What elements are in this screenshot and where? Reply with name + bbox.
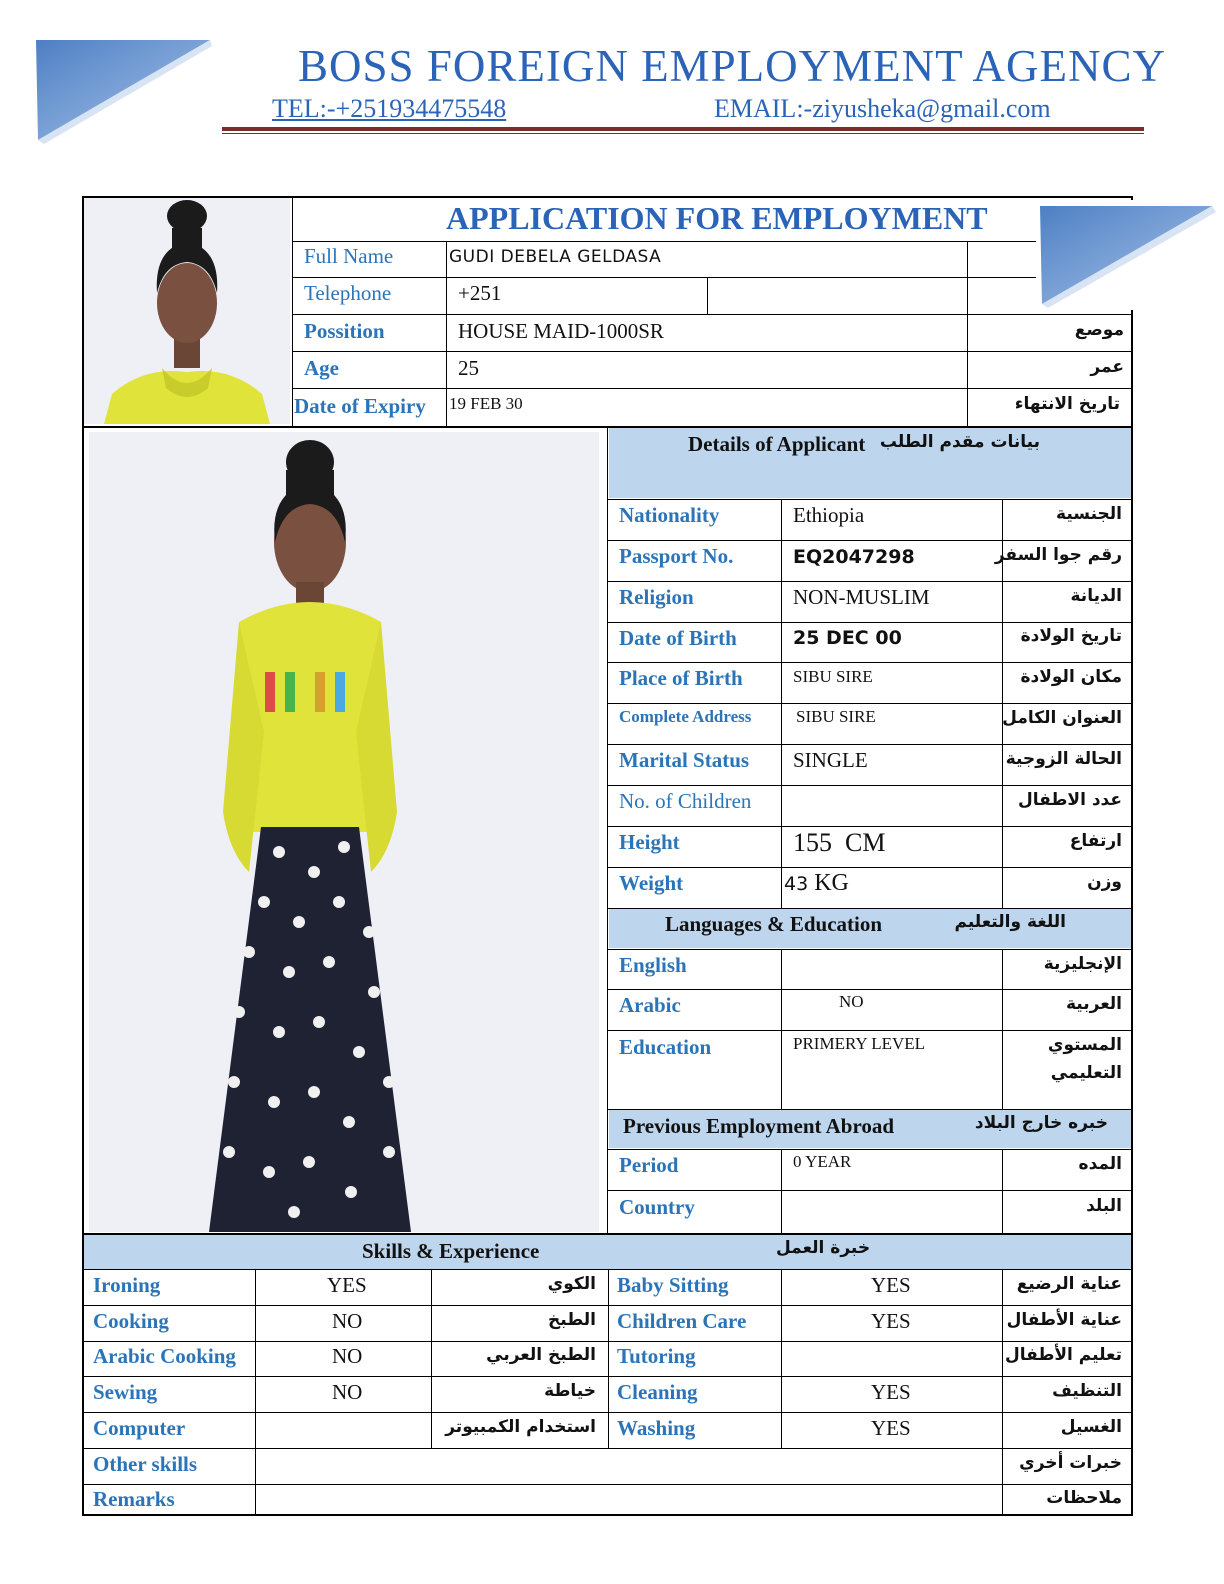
logo-triangle-right <box>1036 200 1224 310</box>
details-header: Details of Applicant <box>688 432 866 456</box>
divider <box>608 622 1132 623</box>
age-arabic: عمر <box>1090 357 1124 377</box>
divider <box>1002 1149 1003 1233</box>
position-label: Possition <box>304 319 385 343</box>
divider <box>82 1484 1133 1485</box>
skill-cleaning-label: Cleaning <box>617 1380 698 1404</box>
divider <box>781 949 782 1109</box>
divider <box>608 581 1132 582</box>
arabic-language-arabic: العربية <box>1065 994 1122 1014</box>
english-label: English <box>619 953 687 977</box>
place-of-birth-arabic: مكان الولادة <box>1020 667 1122 687</box>
children-arabic: عدد الاطفال <box>1018 790 1122 810</box>
religion-value: NON-MUSLIM <box>793 585 930 609</box>
divider <box>608 949 1132 950</box>
divider <box>781 1149 782 1233</box>
complete-address-arabic: العنوان الكامل <box>1002 708 1122 728</box>
agency-name: BOSS FOREIGN EMPLOYMENT AGENCY <box>298 41 1167 91</box>
header-rule <box>222 127 1144 131</box>
position-value: HOUSE MAID-1000SR <box>458 319 664 343</box>
skill-tutoring-arabic: تعليم الأطفال <box>1005 1345 1122 1365</box>
skill-sewing-arabic: خياطة <box>544 1381 596 1401</box>
divider <box>781 1269 782 1448</box>
divider <box>608 744 1132 745</box>
divider <box>608 1269 609 1448</box>
applicant-full-body-photo <box>89 432 599 1232</box>
telephone-label: Telephone <box>304 281 392 305</box>
height-value: 155 CM <box>793 828 886 857</box>
skill-cleaning-value: YES <box>871 1380 911 1404</box>
skill-baby-sitting-value: YES <box>871 1273 911 1297</box>
complete-address-label: Complete Address <box>619 707 752 726</box>
skill-sewing-label: Sewing <box>93 1380 158 1404</box>
divider <box>292 241 1132 242</box>
period-label: Period <box>619 1153 679 1177</box>
religion-label: Religion <box>619 585 694 609</box>
passport-label: Passport No. <box>619 544 734 568</box>
education-label: Education <box>619 1035 712 1059</box>
place-of-birth-value: SIBU SIRE <box>793 667 873 686</box>
country-arabic: البلد <box>1086 1196 1122 1216</box>
remarks-label: Remarks <box>93 1487 175 1511</box>
form-title: APPLICATION FOR EMPLOYMENT <box>446 200 988 236</box>
date-of-birth-label: Date of Birth <box>619 626 737 650</box>
divider <box>82 1514 1133 1516</box>
height-label: Height <box>619 830 680 854</box>
age-label: Age <box>304 356 339 380</box>
details-header-arabic: بيانات مقدم الطلب <box>879 432 1040 452</box>
divider <box>608 989 1132 990</box>
date-of-birth-arabic: تاريخ الولادة <box>1020 626 1122 646</box>
date-of-expiry-arabic: تاريخ الانتهاء <box>1014 394 1120 414</box>
divider <box>781 499 782 908</box>
agency-telephone-link[interactable]: TEL:-+251934475548 <box>272 94 507 123</box>
other-skills-label: Other skills <box>93 1452 198 1476</box>
skill-washing-label: Washing <box>617 1416 696 1440</box>
position-arabic: موصع <box>1074 320 1124 340</box>
marital-status-value: SINGLE <box>793 748 868 772</box>
date-of-expiry-label: Date of Expiry <box>294 394 426 418</box>
divider <box>608 785 1132 786</box>
age-value: 25 <box>458 356 479 380</box>
divider <box>292 388 1132 389</box>
weight-arabic: وزن <box>1087 872 1122 892</box>
children-label: No. of Children <box>619 789 752 813</box>
skill-ironing-label: Ironing <box>93 1273 161 1297</box>
complete-address-value: SIBU SIRE <box>796 707 876 726</box>
divider <box>608 1030 1132 1031</box>
full-name-label: Full Name <box>304 244 394 268</box>
divider <box>82 1448 1133 1449</box>
agency-email: EMAIL:-ziyusheka@gmail.com <box>714 94 1051 123</box>
divider <box>431 1269 432 1448</box>
divider <box>1002 1269 1003 1515</box>
weight-number: 43 <box>784 873 809 895</box>
divider <box>292 196 293 428</box>
skill-sewing-value: NO <box>332 1380 363 1404</box>
skill-children-care-value: YES <box>871 1309 911 1333</box>
marital-status-arabic: الحالة الزوجية <box>1005 749 1122 769</box>
weight-unit: KG <box>808 870 849 896</box>
education-value: PRIMERY LEVEL <box>793 1034 926 1053</box>
divider <box>607 427 608 1235</box>
divider <box>608 1190 1132 1191</box>
skill-arabic-cooking-arabic: الطبخ العربي <box>486 1345 596 1365</box>
telephone-value: +251 <box>458 281 502 305</box>
divider <box>608 662 1132 663</box>
divider <box>292 351 1132 352</box>
skill-ironing-arabic: الكوي <box>547 1274 596 1294</box>
date-of-birth-value: 25 DEC 00 <box>793 627 902 649</box>
height-arabic: ارتفاع <box>1069 831 1122 851</box>
weight-label: Weight <box>619 871 684 895</box>
skill-cooking-label: Cooking <box>93 1309 169 1333</box>
skill-children-care-label: Children Care <box>617 1309 747 1333</box>
skill-cleaning-arabic: التنظيف <box>1052 1381 1122 1401</box>
divider <box>608 867 1132 868</box>
weight-value <box>784 870 849 897</box>
education-arabic-line1: المستوي <box>1047 1035 1122 1055</box>
divider <box>446 241 447 427</box>
skill-ironing-value: YES <box>327 1273 367 1297</box>
religion-arabic: الديانة <box>1070 586 1122 606</box>
marital-status-label: Marital Status <box>619 748 750 772</box>
other-skills-arabic: خبرات أخري <box>1019 1453 1122 1473</box>
arabic-language-label: Arabic <box>619 993 681 1017</box>
divider <box>1002 949 1003 1109</box>
header-rule-thin <box>222 133 1144 134</box>
skill-baby-sitting-arabic: عناية الرضيع <box>1016 1274 1122 1294</box>
divider <box>292 314 1132 315</box>
languages-header: Languages & Education <box>665 912 883 936</box>
divider <box>292 277 1132 278</box>
period-value: 0 YEAR <box>793 1152 852 1171</box>
skill-children-care-arabic: عناية الأطفال <box>1006 1310 1122 1330</box>
logo-triangle-left <box>30 36 215 146</box>
divider <box>255 1269 256 1515</box>
skill-baby-sitting-label: Baby Sitting <box>617 1273 729 1297</box>
skills-header-arabic: خبرة العمل <box>776 1238 871 1258</box>
previous-employment-header-arabic: خبره خارج البلاد <box>974 1113 1108 1133</box>
applicant-headshot-photo <box>84 198 290 424</box>
skill-computer-label: Computer <box>93 1416 186 1440</box>
divider <box>608 499 1132 500</box>
skill-washing-value: YES <box>871 1416 911 1440</box>
education-arabic-line2: التعليمي <box>1050 1063 1122 1083</box>
date-of-expiry-value: 19 FEB 30 <box>449 394 523 413</box>
table-border-right <box>1131 196 1133 1516</box>
skill-cooking-arabic: الطبخ <box>548 1310 596 1330</box>
divider <box>608 540 1132 541</box>
nationality-arabic: الجنسية <box>1056 504 1122 524</box>
english-arabic: الإنجليزية <box>1043 954 1122 974</box>
skill-cooking-value: NO <box>332 1309 363 1333</box>
divider <box>707 277 708 314</box>
arabic-language-value: NO <box>839 992 864 1011</box>
skill-arabic-cooking-label: Arabic Cooking <box>93 1344 236 1368</box>
passport-arabic: رقم جوا السفر <box>994 545 1122 565</box>
place-of-birth-label: Place of Birth <box>619 666 743 690</box>
remarks-arabic: ملاحظات <box>1046 1488 1122 1508</box>
skill-arabic-cooking-value: NO <box>332 1344 363 1368</box>
skill-computer-arabic: استخدام الكمبيوتر <box>445 1417 596 1437</box>
divider <box>967 241 968 427</box>
divider <box>608 826 1132 827</box>
skills-header-band <box>84 1235 1131 1269</box>
nationality-value: Ethiopia <box>793 503 865 527</box>
languages-header-arabic: اللغة والتعليم <box>954 912 1066 932</box>
skill-washing-arabic: الغسيل <box>1060 1417 1122 1437</box>
divider <box>608 1149 1132 1150</box>
full-name-value: GUDI DEBELA GELDASA <box>449 247 662 267</box>
period-arabic: المده <box>1078 1154 1122 1174</box>
divider <box>608 703 1132 704</box>
skill-tutoring-label: Tutoring <box>617 1344 696 1368</box>
skills-header: Skills & Experience <box>362 1239 540 1263</box>
previous-employment-header: Previous Employment Abroad <box>623 1114 895 1138</box>
passport-value: EQ2047298 <box>793 546 915 568</box>
nationality-label: Nationality <box>619 503 720 527</box>
country-label: Country <box>619 1195 695 1219</box>
